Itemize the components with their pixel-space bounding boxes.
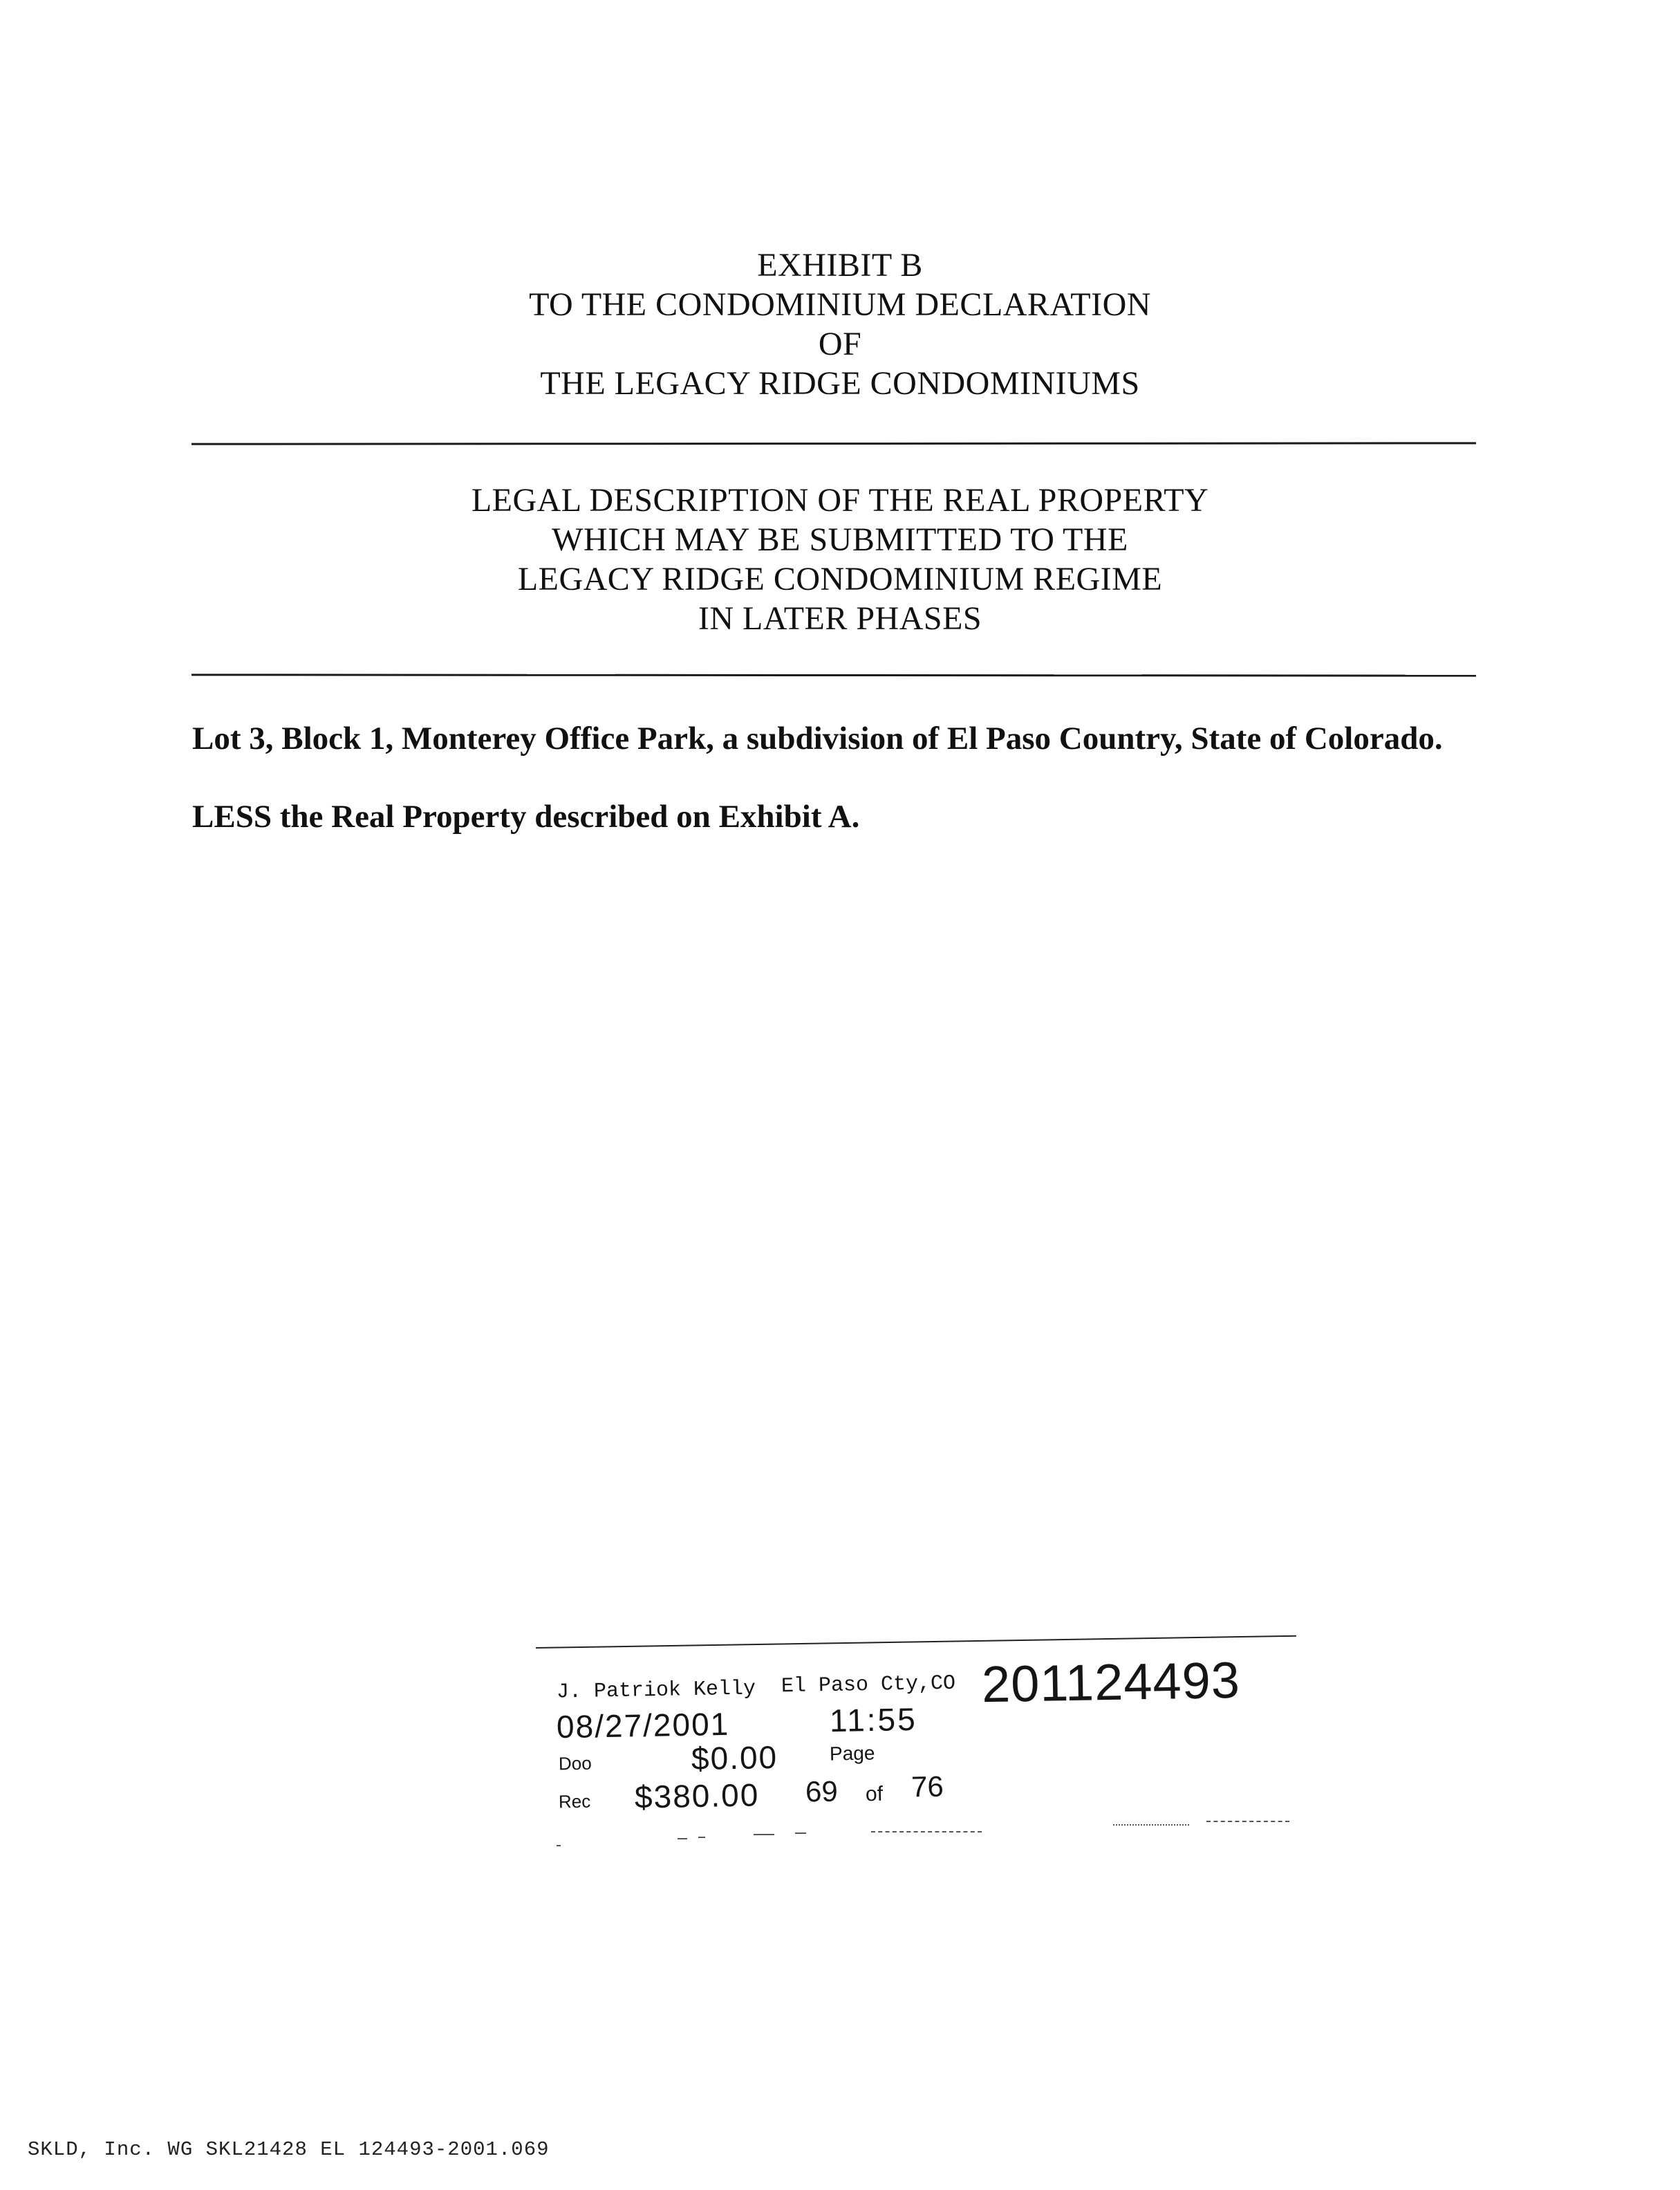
stamp-reception-number: 201124493 — [981, 1651, 1241, 1714]
legal-description-heading — [0, 481, 1680, 638]
exhibit-heading-line-1: EXHIBIT B — [757, 247, 923, 284]
legal-heading-line-2: WHICH MAY BE SUBMITTED TO THE — [552, 521, 1128, 558]
stamp-time: 11:55 — [829, 1700, 918, 1739]
stamp-doc-label: Doo — [558, 1752, 592, 1774]
stamp-dash-mark — [678, 1838, 687, 1839]
stamp-dash-mark — [1113, 1824, 1189, 1826]
exhibit-heading-line-2: TO THE CONDOMINIUM DECLARATION — [529, 286, 1151, 323]
horizontal-rule-bottom — [192, 674, 1476, 676]
legal-heading-line-4: IN LATER PHASES — [698, 600, 982, 637]
stamp-dash-mark — [557, 1845, 561, 1846]
document-footer: SKLD, Inc. WG SKL21428 EL 124493-2001.069 — [28, 2138, 550, 2161]
stamp-recorder-name: J. Patriok Kelly — [556, 1677, 756, 1705]
stamp-page-total: 76 — [911, 1770, 944, 1803]
stamp-dash-mark — [795, 1832, 806, 1834]
less-clause-paragraph: LESS the Real Property described on Exhibit A. — [192, 799, 860, 835]
stamp-page-number: 69 — [805, 1774, 839, 1808]
legal-heading-line-3: LEGACY RIDGE CONDOMINIUM REGIME — [517, 561, 1163, 597]
legal-heading-line-1: LEGAL DESCRIPTION OF THE REAL PROPERTY — [471, 482, 1209, 519]
exhibit-heading-line-4: THE LEGACY RIDGE CONDOMINIUMS — [540, 365, 1140, 402]
stamp-rec-label: Rec — [558, 1790, 591, 1812]
stamp-rec-fee: $380.00 — [634, 1776, 760, 1815]
stamp-doc-fee: $0.00 — [691, 1738, 778, 1777]
stamp-dash-mark — [1206, 1821, 1289, 1822]
exhibit-heading-line-3: OF — [818, 326, 862, 362]
stamp-dash-mark — [698, 1837, 705, 1838]
stamp-dash-mark — [871, 1831, 982, 1832]
stamp-dash-mark — [754, 1834, 774, 1835]
stamp-county: El Paso Cty,CO — [781, 1671, 956, 1699]
recording-stamp — [532, 1604, 1334, 1853]
stamp-page-label: Page — [829, 1742, 875, 1765]
horizontal-rule-top — [192, 442, 1476, 445]
exhibit-heading — [0, 245, 1680, 403]
stamp-page-of: of — [865, 1782, 884, 1806]
lot-description-paragraph: Lot 3, Block 1, Monterey Office Park, a subdivision of El Paso Country, State of Colorado. — [192, 721, 1443, 757]
stamp-top-line — [536, 1635, 1296, 1649]
stamp-date: 08/27/2001 — [556, 1705, 730, 1745]
